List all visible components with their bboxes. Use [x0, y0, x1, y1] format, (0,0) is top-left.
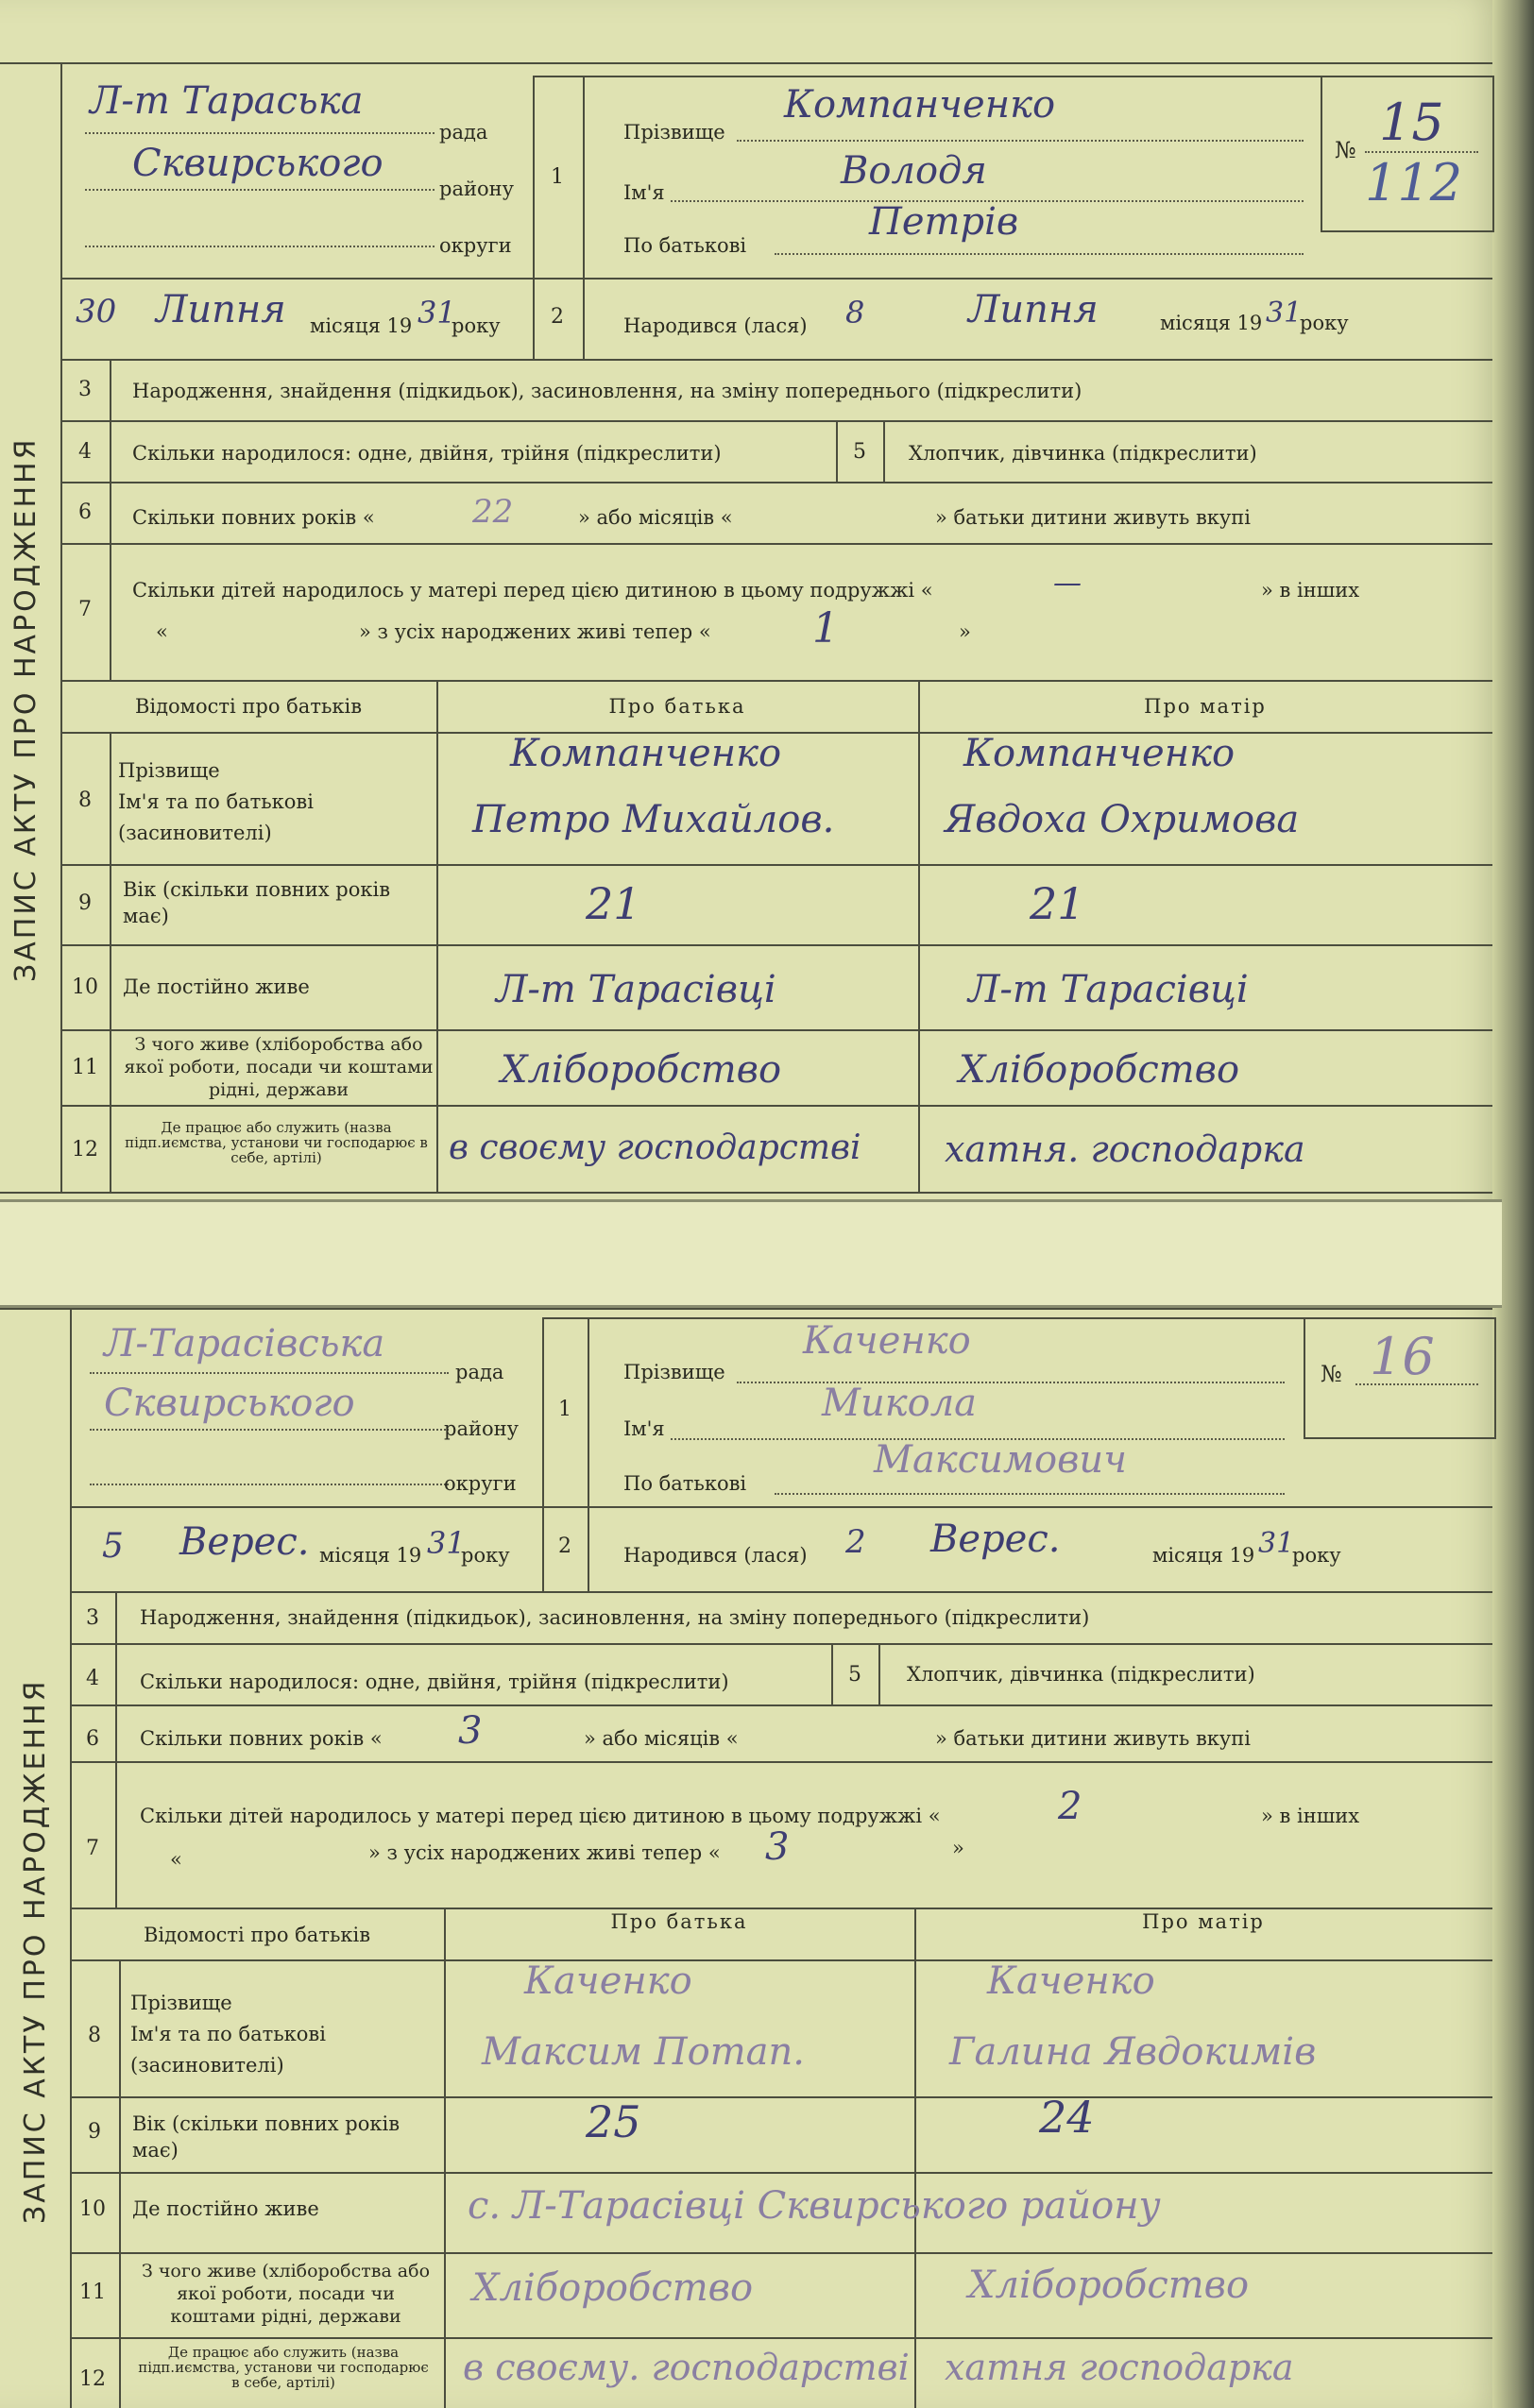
- registered-year-label: року: [461, 1544, 510, 1567]
- mother-age: 21: [1030, 878, 1085, 929]
- q8-label: Прізвище Ім'я та по батькові (засиновителі): [130, 1992, 326, 2077]
- registered-year: 31: [418, 295, 456, 331]
- q4-text: Скільки народилося: одне, двійня, трійня (підкреслити): [132, 442, 722, 465]
- q6-text-b: » або місяців «: [584, 1727, 739, 1750]
- registered-month-label: місяця 19: [319, 1544, 422, 1567]
- father-workplace: в своєму. господарстві: [463, 2347, 910, 2388]
- mother-occupation: Хліборобство: [968, 2264, 1250, 2307]
- child-name-label: Ім'я: [623, 181, 665, 204]
- born-year: 31: [1266, 297, 1303, 330]
- q12-label: Де працює або служить (назва підп.иємства, установи чи господарює в себе, артілі): [125, 1119, 428, 1166]
- rada-label: рада: [439, 121, 488, 144]
- birth-record-16: [0, 1308, 1492, 2408]
- registered-month: Верес.: [179, 1520, 310, 1564]
- q12-number: 12: [72, 1138, 98, 1162]
- q5-number: 5: [848, 1663, 861, 1687]
- child-patronymic-label: По батькові: [623, 234, 747, 257]
- q9-number: 9: [88, 2120, 101, 2144]
- child-name: Володя: [841, 149, 987, 193]
- q5-number: 5: [853, 440, 866, 464]
- registered-day: 30: [76, 293, 117, 331]
- father-occupation: Хліборобство: [501, 1048, 782, 1092]
- father-workplace: в своєму господарстві: [449, 1128, 861, 1167]
- q3-number: 3: [86, 1606, 99, 1630]
- side-title: ЗАПИС АКТУ ПРО НАРОДЖЕННЯ: [19, 1678, 52, 2224]
- born-label: Народився (лася): [623, 1544, 808, 1567]
- q6-number: 6: [78, 500, 92, 524]
- father-residence: с. Л-Тарасівці Сквирського району: [468, 2184, 1161, 2228]
- rada-value: Л-т Тараська: [90, 79, 364, 123]
- q11-label: З чого живе (хліборобства або якої роботи, посади чи коштами рідні, держави: [141, 2261, 431, 2327]
- form-separator: [0, 1199, 1502, 1308]
- q3-text: Народження, знайдення (підкидьок), засиновлення, на зміну попереднього (підкреслити): [140, 1606, 1090, 1629]
- q10-number: 10: [72, 975, 98, 999]
- rada-value: Л-Тарасівська: [104, 1322, 385, 1365]
- father-age: 21: [586, 878, 641, 929]
- q7-text-c: «: [156, 620, 168, 643]
- q8-label: Прізвище Ім'я та по батькові (засиновителі): [118, 759, 314, 844]
- child-surname: Компанченко: [784, 83, 1056, 127]
- father-surname: Каченко: [524, 1959, 692, 2003]
- side-title: ЗАПИС АКТУ ПРО НАРОДЖЕННЯ: [9, 436, 43, 982]
- parents-header-label: Відомості про батьків: [134, 695, 363, 718]
- born-label: Народився (лася): [623, 314, 808, 337]
- q7-text-b: » в інших: [1261, 579, 1360, 602]
- born-year-label: року: [1300, 312, 1349, 334]
- mother-age: 24: [1039, 2092, 1095, 2143]
- q6-number: 6: [86, 1727, 99, 1751]
- born-year: 31: [1258, 1527, 1295, 1560]
- mother-surname: Каченко: [987, 1959, 1155, 2003]
- q4-number: 4: [78, 440, 92, 464]
- q7-text-d: » з усіх народжених живі тепер «: [359, 620, 711, 643]
- born-month-label: місяця 19: [1152, 1544, 1255, 1567]
- registered-day: 5: [102, 1527, 124, 1566]
- district-value: Сквирського: [132, 142, 384, 185]
- born-month: Верес.: [930, 1518, 1061, 1561]
- mother-residence: Л-т Тарасівці: [968, 968, 1249, 1011]
- q7-text-a: Скільки дітей народилось у матері перед цією дитиною в цьому подружжі «: [140, 1805, 941, 1827]
- father-name: Петро Михайлов.: [472, 798, 835, 841]
- q4-number: 4: [86, 1667, 99, 1690]
- child-patronymic-label: По батькові: [623, 1472, 747, 1495]
- child-patronymic: Максимович: [874, 1438, 1128, 1482]
- q7-number: 7: [78, 598, 92, 621]
- q12-number: 12: [79, 2367, 106, 2391]
- q8-number: 8: [78, 789, 92, 812]
- q7-text-c: «: [170, 1848, 182, 1871]
- birth-record-15: [0, 0, 1492, 1199]
- mother-surname: Компанченко: [963, 732, 1236, 775]
- father-occupation: Хліборобство: [472, 2266, 754, 2310]
- born-day: 8: [845, 295, 865, 331]
- okrug-label: округи: [439, 234, 512, 257]
- mother-workplace: хатня господарка: [945, 2347, 1294, 2388]
- q6-text-a: Скільки повних років «: [132, 506, 375, 529]
- record-number: 16: [1370, 1327, 1435, 1386]
- q4-text: Скільки народилося: одне, двійня, трійня (підкреслити): [140, 1670, 729, 1693]
- q7-text-a: Скільки дітей народилось у матері перед цією дитиною в цьому подружжі «: [132, 579, 933, 602]
- q7-number: 7: [86, 1837, 99, 1860]
- q11-number: 11: [79, 2281, 106, 2304]
- child-name: Микола: [822, 1382, 978, 1425]
- mother-workplace: хатня. господарка: [945, 1128, 1305, 1170]
- q6-text-c: » батьки дитини живуть вкупі: [935, 506, 1251, 529]
- registered-month: Липня: [156, 288, 286, 331]
- q6-years: 3: [458, 1709, 483, 1753]
- mother-column-header: Про матір: [1144, 695, 1267, 718]
- rada-label: рада: [455, 1361, 504, 1383]
- father-surname: Компанченко: [510, 732, 782, 775]
- child-surname-label: Прізвище: [623, 121, 725, 144]
- q6-text-a: Скільки повних років «: [140, 1727, 383, 1750]
- registered-year-label: року: [452, 314, 501, 337]
- father-age: 25: [586, 2096, 641, 2147]
- row-1-number: 1: [551, 165, 564, 189]
- q3-text: Народження, знайдення (підкидьок), засиновлення, на зміну попереднього (підкреслити): [132, 380, 1082, 402]
- record-number-label: №: [1321, 1361, 1342, 1387]
- q7-text-e: »: [952, 1837, 964, 1859]
- father-column-header: Про батька: [610, 1910, 748, 1933]
- row-2-number: 2: [551, 305, 564, 329]
- q5-text: Хлопчик, дівчинка (підкреслити): [909, 442, 1257, 465]
- father-name: Максим Потап.: [482, 2030, 805, 2074]
- q6-text-c: » батьки дитини живуть вкупі: [935, 1727, 1251, 1750]
- child-name-label: Ім'я: [623, 1417, 665, 1440]
- parents-header-label: Відомості про батьків: [143, 1924, 371, 1946]
- okrug-label: округи: [444, 1472, 517, 1495]
- q10-label: Де постійно живе: [132, 2197, 319, 2220]
- q8-number: 8: [88, 2024, 101, 2047]
- district-label: району: [444, 1417, 519, 1440]
- born-month-label: місяця 19: [1160, 312, 1263, 334]
- q9-number: 9: [78, 891, 92, 915]
- q7-value-a: —: [1053, 567, 1082, 600]
- row-1-number: 1: [558, 1398, 571, 1421]
- record-number-label: №: [1335, 137, 1356, 163]
- row-2-number: 2: [558, 1535, 571, 1558]
- q3-number: 3: [78, 378, 92, 401]
- father-residence: Л-т Тарасівці: [496, 968, 776, 1011]
- record-number: 15: [1379, 93, 1444, 152]
- q7-text-e: »: [959, 620, 971, 643]
- q9-label: Вік (скільки повних років має): [132, 2112, 401, 2162]
- q7-text-d: » з усіх народжених живі тепер «: [368, 1841, 721, 1864]
- q12-label: Де працює або служить (назва підп.иємства, установи чи господарює в себе, артілі): [138, 2344, 429, 2391]
- child-surname-label: Прізвище: [623, 1361, 725, 1383]
- father-column-header: Про батька: [608, 695, 746, 718]
- q11-label: З чого живе (хліборобства або якої роботи, посади чи коштами рідні, держави: [124, 1034, 434, 1100]
- q7-value-a: 2: [1058, 1785, 1082, 1828]
- mother-occupation: Хліборобство: [959, 1048, 1240, 1092]
- record-number-extra: 112: [1365, 153, 1463, 212]
- mother-column-header: Про матір: [1142, 1910, 1265, 1933]
- district-label: району: [439, 178, 514, 200]
- q5-text: Хлопчик, дівчинка (підкреслити): [907, 1663, 1255, 1686]
- q11-number: 11: [72, 1056, 98, 1079]
- born-month: Липня: [968, 288, 1099, 331]
- mother-name: Галина Явдокимів: [949, 2030, 1317, 2074]
- q9-label: Вік (скільки повних років має): [123, 878, 391, 927]
- district-value: Сквирського: [104, 1382, 355, 1425]
- registered-month-label: місяця 19: [310, 314, 413, 337]
- q6-text-b: » або місяців «: [578, 506, 733, 529]
- q6-years: 22: [472, 493, 514, 531]
- q7-text-b: » в інших: [1261, 1805, 1360, 1827]
- child-patronymic: Петрів: [869, 200, 1019, 244]
- born-year-label: року: [1292, 1544, 1341, 1567]
- q10-label: Де постійно живе: [123, 975, 310, 998]
- born-day: 2: [845, 1523, 866, 1561]
- registered-year: 31: [427, 1525, 466, 1561]
- q10-number: 10: [79, 2197, 106, 2221]
- child-surname: Каченко: [803, 1319, 971, 1363]
- q7-value-b: 1: [812, 604, 839, 653]
- q7-value-b: 3: [765, 1825, 790, 1869]
- mother-name: Явдоха Охримова: [945, 798, 1300, 841]
